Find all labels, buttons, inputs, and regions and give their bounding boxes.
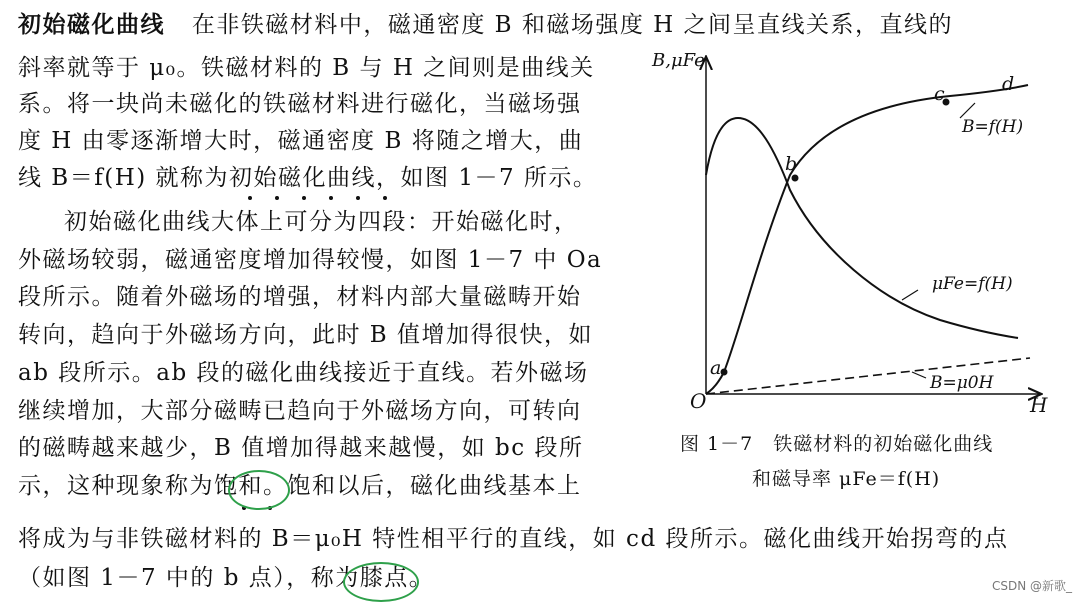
origin-label: O — [690, 389, 707, 413]
mu-curve — [706, 118, 1018, 338]
paragraph2-line-1: 初始磁化曲线大体上可分为四段：开始磁化时， — [64, 209, 579, 235]
figure-caption-line-2: 和磁导率 μFe＝f(H) — [752, 468, 941, 490]
point-label-b: b — [785, 153, 798, 175]
paragraph2-line-5: ab 段所示。ab 段的磁化曲线接近于直线。若外磁场 — [18, 360, 589, 386]
paragraph2-line-10: （如图 1－7 中的 b 点），称为膝点。 — [18, 565, 434, 591]
point-b — [792, 175, 799, 182]
y-axis-label: B,μFe — [652, 50, 705, 71]
point-label-d: d — [1002, 73, 1015, 95]
paragraph1-line-3: 系。将一块尚未磁化的铁磁材料进行磁化，当磁场强 — [18, 91, 582, 117]
paragraph1-line-4: 度 H 由零逐渐增大时，磁通密度 B 将随之增大，曲 — [18, 128, 584, 154]
section-heading: 初始磁化曲线 — [18, 11, 165, 38]
paragraph2-line-2: 外磁场较弱，磁通密度增加得较慢，如图 1－7 中 Oa — [18, 247, 603, 273]
linear-label: B=μ0H — [930, 373, 994, 393]
paragraph1-line-5: 线 B＝f(H) 就称为初始磁化曲线，如图 1－7 所示。 — [18, 165, 598, 191]
paragraph2-line-4: 转向，趋向于外磁场方向，此时 B 值增加得很快，如 — [18, 322, 594, 348]
paragraph2-line-3: 段所示。随着外磁场的增强，材料内部大量磁畴开始 — [18, 284, 582, 310]
point-label-c: c — [934, 83, 945, 105]
mu-curve-label: μFe=f(H) — [932, 274, 1013, 294]
paragraph1-line-2: 斜率就等于 μ₀。铁磁材料的 B 与 H 之间则是曲线关 — [18, 55, 595, 81]
point-label-a: a — [710, 357, 722, 379]
paragraph2-line-9: 将成为与非铁磁材料的 B＝μ₀H 特性相平行的直线，如 cd 段所示。磁化曲线开始拐弯的点 — [18, 526, 1009, 552]
paragraph2-line-6: 继续增加，大部分磁畴已趋向于外磁场方向，可转向 — [18, 398, 582, 424]
leader-b-curve — [960, 103, 975, 118]
figure-caption-line-1: 图 1－7 铁磁材料的初始磁化曲线 — [680, 433, 994, 455]
paragraph1-line-1-text: 在非铁磁材料中，磁通密度 B 和磁场强度 H 之间呈直线关系，直线的 — [191, 12, 954, 38]
leader-linear — [912, 372, 926, 378]
leader-mu-curve — [902, 290, 918, 300]
paragraph2-line-7: 的磁畴越来越少，B 值增加得越来越慢，如 bc 段所 — [18, 435, 584, 461]
x-axis-label: H — [1030, 393, 1048, 417]
watermark: CSDN @新歌_ — [991, 579, 1072, 593]
b-curve-label: B=f(H) — [962, 117, 1024, 137]
paragraph2-line-8: 示，这种现象称为饱和。饱和以后，磁化曲线基本上 — [18, 473, 582, 499]
point-a — [721, 369, 728, 376]
